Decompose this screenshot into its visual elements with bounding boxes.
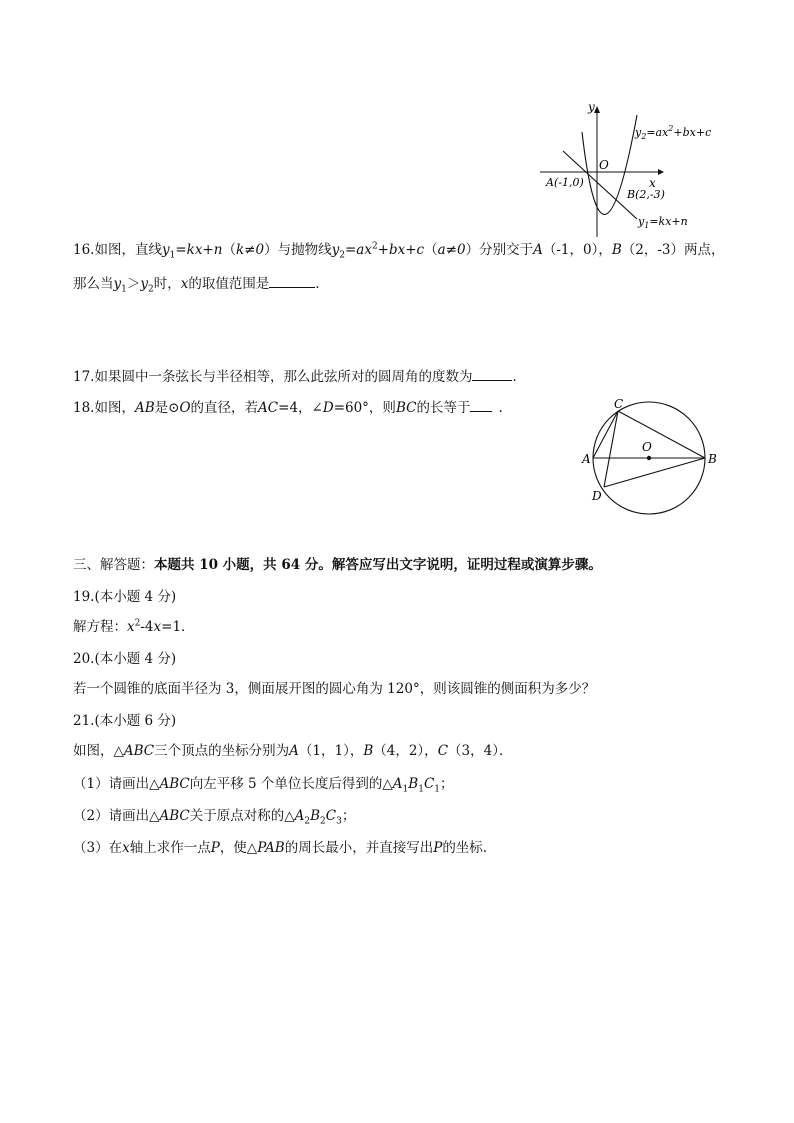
expr: =kx+n: [175, 242, 223, 258]
label-d: D: [592, 489, 602, 503]
question-20-heading: 20.(本小题 4 分): [73, 651, 177, 667]
question-16-line-2: [73, 273, 329, 294]
answer-blank[interactable]: [472, 366, 512, 381]
y-axis-arrow: [594, 106, 600, 113]
label-c: C: [614, 397, 624, 411]
var: y: [161, 242, 170, 258]
text: ）分别交于: [465, 242, 534, 258]
label-o: O: [642, 440, 652, 454]
text: =4，∠: [278, 400, 323, 416]
text: =1．: [161, 619, 195, 635]
question-number: 17.: [73, 369, 95, 385]
text: 那么当: [73, 276, 114, 292]
var: AB: [134, 400, 155, 416]
segment-ac: [593, 411, 618, 458]
var: C: [437, 743, 449, 759]
sub: 2: [304, 816, 311, 827]
var: y: [140, 276, 149, 292]
figure-parabola-line: [530, 95, 730, 245]
var: B: [310, 808, 321, 824]
var: P: [433, 840, 443, 856]
text: 解方程：: [73, 619, 127, 635]
question-number: 18.: [73, 400, 95, 416]
question-21-part-1: [73, 774, 454, 794]
var: P: [210, 840, 220, 856]
text: （2）请画出△: [73, 808, 160, 824]
text: -4: [140, 619, 154, 635]
var: ABC: [123, 743, 155, 759]
question-21-heading: 21.(本小题 6 分): [73, 713, 177, 729]
question-19-heading: 19.(本小题 4 分): [73, 589, 177, 605]
y-axis-label: y: [588, 100, 595, 114]
var: x: [122, 840, 130, 856]
question-number: 16.: [73, 242, 95, 258]
text: 的周长最小，并直接写出: [284, 840, 434, 856]
sub: 2: [320, 816, 326, 827]
text: ．: [512, 369, 526, 385]
var: B: [408, 776, 419, 792]
var: B: [611, 242, 622, 258]
segment-cb: [618, 411, 705, 458]
text: （: [424, 242, 438, 258]
sub: 3: [336, 816, 342, 827]
text: ＞: [126, 276, 141, 292]
text: （4，2），: [373, 743, 438, 759]
x-axis-arrow: [658, 169, 664, 175]
var: B: [363, 743, 374, 759]
text: 的长等于: [416, 400, 471, 416]
var: A: [294, 808, 305, 824]
var: ABC: [159, 808, 190, 824]
sup: 2: [134, 618, 141, 629]
sub: 2: [339, 250, 345, 261]
var: x: [153, 619, 162, 635]
var: A: [289, 743, 299, 759]
answer-blank[interactable]: [269, 273, 315, 288]
text: （2，-3）两点，: [621, 242, 725, 258]
text: ；: [440, 776, 454, 792]
text: 如果圆中一条弦长与半径相等，那么此弦所对的圆周角的度数为: [94, 369, 473, 385]
text: 的坐标.: [442, 840, 488, 856]
parabola-label: $y_2=ax^2+bx+c$: [635, 124, 712, 141]
var: C: [423, 776, 435, 792]
var: D: [322, 400, 334, 416]
text: 向左平移 5 个单位长度后得到的△: [189, 776, 393, 792]
text: （: [222, 242, 236, 258]
text: 如图，△: [73, 743, 124, 759]
expr: =ax: [344, 242, 372, 258]
text: 轴上求作一点: [129, 840, 211, 856]
sub: 1: [402, 784, 409, 795]
text: ；: [341, 808, 356, 824]
sup: 2: [371, 241, 378, 252]
text: ）与抛物线: [264, 242, 332, 258]
var: AC: [258, 400, 279, 416]
text: ．: [315, 276, 329, 292]
question-19-body: [73, 617, 195, 637]
text: （-1，0），: [542, 242, 612, 258]
expr: a≠0: [437, 242, 466, 258]
line-label: $y_1=kx+n$: [638, 215, 688, 230]
text: 是⊙: [154, 400, 180, 416]
question-17: [73, 366, 526, 387]
var: y: [331, 242, 340, 258]
point-b-label: B(2,-3): [627, 188, 665, 201]
text: （3）在: [73, 840, 123, 856]
text: （3，4）．: [448, 743, 513, 759]
sub: 2: [148, 284, 154, 295]
question-21-part-3: [73, 838, 487, 858]
segment-db: [604, 458, 705, 487]
var: O: [179, 400, 191, 416]
expr: k≠0: [235, 242, 265, 258]
question-21-part-2: [73, 806, 355, 826]
label-b: B: [708, 452, 717, 466]
question-21-intro: [73, 741, 512, 761]
expr: +bx+c: [377, 242, 425, 258]
var: C: [325, 808, 337, 824]
origin-label: O: [599, 158, 609, 172]
center-dot: [647, 456, 651, 460]
sub: 1: [434, 784, 441, 795]
text: ，使△: [219, 840, 258, 856]
var: A: [533, 242, 543, 258]
sub: 1: [418, 784, 424, 795]
text: 的直径，若: [190, 400, 259, 416]
answer-blank[interactable]: [470, 397, 492, 412]
text: 如图，: [94, 400, 135, 416]
section-instructions: 本题共 10 小题，共 64 分。解答应写出文字说明，证明过程或演算步骤。: [154, 557, 602, 573]
text: 如图，直线: [94, 242, 162, 258]
point-a-label: A(-1,0): [546, 176, 584, 189]
text: .: [498, 400, 503, 416]
var: ABC: [159, 776, 190, 792]
text: （1）请画出△: [73, 776, 160, 792]
var: BC: [395, 400, 417, 416]
question-18: [73, 397, 503, 418]
question-20-body: 若一个圆锥的底面半径为 3，侧面展开图的圆心角为 120°，则该圆锥的侧面积为多少？: [73, 681, 596, 697]
text: 关于原点对称的△: [189, 808, 295, 824]
var: A: [392, 776, 403, 792]
section-title: 三、解答题：: [73, 557, 154, 573]
question-16-line-1: [73, 240, 725, 260]
figure-circle: [578, 395, 728, 520]
var: x: [180, 276, 189, 292]
var: PAB: [257, 840, 285, 856]
sub: 1: [169, 250, 176, 261]
sub: 1: [121, 284, 127, 295]
text: =60°，则: [333, 400, 396, 416]
var: y: [113, 276, 122, 292]
text: 的取值范围是: [188, 276, 270, 292]
section-3-heading: [73, 555, 602, 575]
label-a: A: [582, 452, 591, 466]
x-axis-label: x: [649, 176, 656, 190]
text: 三个顶点的坐标分别为: [154, 743, 290, 759]
text: （1，1），: [298, 743, 364, 759]
text: 时，: [153, 276, 181, 292]
var: x: [127, 619, 135, 635]
